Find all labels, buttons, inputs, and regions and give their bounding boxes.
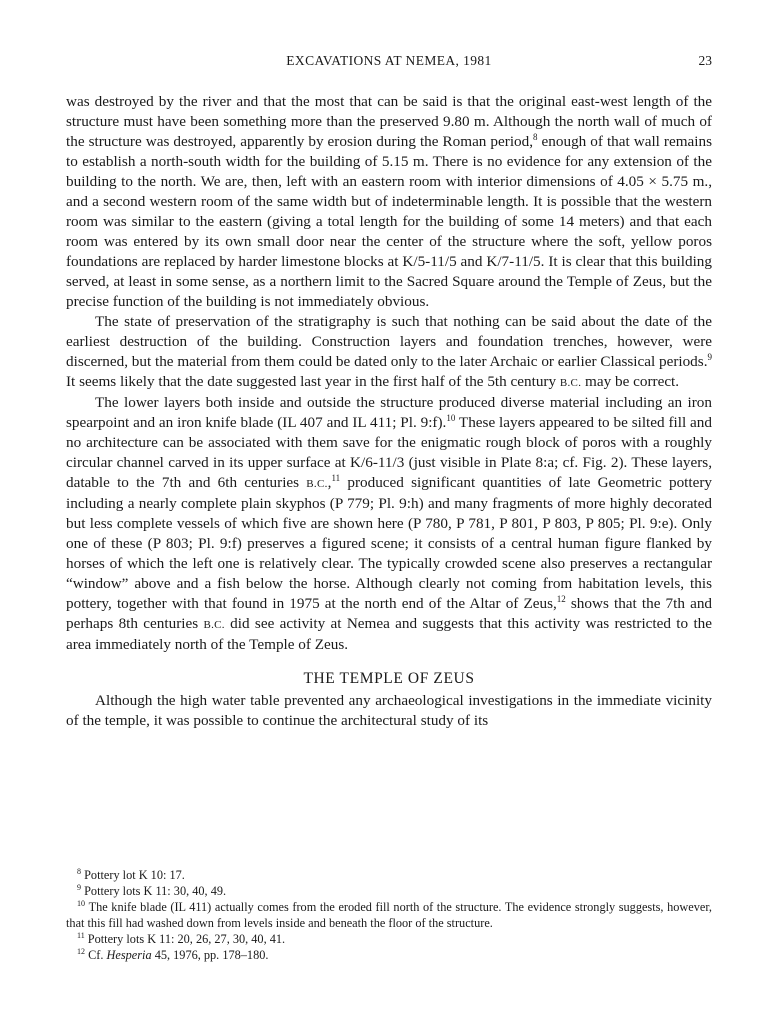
footnote-text: Pottery lot K 10: 17. bbox=[84, 868, 185, 882]
running-title: EXCAVATIONS AT NEMEA, 1981 bbox=[286, 53, 492, 68]
paragraph-text: , bbox=[327, 474, 332, 491]
footnotes bbox=[66, 867, 712, 963]
footnote-text: The knife blade (IL 411) actually comes from the eroded fill north of the structure. The evidence strongly suggests, however, that this fill had washed down from levels inside and beneath the floor of the structure. bbox=[66, 900, 712, 930]
footnote-ref-10: 10 bbox=[446, 413, 456, 423]
paragraph-text: did see activity at Nemea and suggests that this activity was restricted to the area immediately north of the Temple of Zeus. bbox=[66, 615, 712, 653]
footnote-12 bbox=[66, 947, 712, 963]
paragraph-text: The lower layers both inside and outside the structure produced diverse material including an iron spearpoint and an iron knife blade (IL 407 and IL 411; Pl. 9:f). bbox=[66, 394, 712, 431]
paragraph-text: These layers appeared to be silted fill and no architecture can be associated with them save for the enigmatic rough block of poros with a roughly circular channel carved in its upper surface at K/6-11/3 (just visible in Plate 8:a; cf. Fig. 2). These layers, datable to the 7th and 6th centuries bbox=[66, 414, 712, 491]
footnote-number: 9 bbox=[77, 883, 81, 892]
journal-title: Hesperia bbox=[106, 948, 152, 962]
paragraph-text: may be correct. bbox=[581, 373, 680, 390]
footnote-text: Pottery lots K 11: 20, 26, 27, 30, 40, 41. bbox=[87, 932, 286, 946]
era-abbrev: B.C. bbox=[306, 478, 328, 490]
footnote-text: 45, 1976, pp. 178–180. bbox=[151, 948, 269, 962]
paragraph-3 bbox=[66, 393, 712, 655]
paragraph-text: produced significant quantities of late Geometric pottery including a nearly complete plain skyphos (P 779; Pl. 9:h) and many fragments of more highly decorated but less complete vessels of which five are shown here (P 780, P 781, P 801, P 803, P 805; Pl. 9:e). Only one of these (P 803; Pl. 9:f) preserves a figured scene; it consists of a central human figure flanked by horses of which the left one is relatively clear. The typically crowded scene also preserves a rectangular “window” above and a fish below the horse. Although clearly not coming from habitation levels, this pottery, together with that found in 1975 at the north end of the Altar of Zeus, bbox=[66, 474, 713, 612]
footnote-number: 10 bbox=[77, 899, 85, 908]
paragraph-text: was destroyed by the river and that the most that can be said is that the original east-west length of the structure must have been something more than the preserved 9.80 m. Although the north wall of much of the structure was destroyed, apparently by erosion during the Roman period, bbox=[66, 93, 712, 150]
footnote-text: Pottery lots K 11: 30, 40, 49. bbox=[84, 884, 227, 898]
body-text bbox=[66, 92, 712, 731]
footnote-ref-12: 12 bbox=[556, 594, 566, 604]
era-abbrev: B.C. bbox=[203, 619, 225, 631]
paragraph-4: Although the high water table prevented any archaeological investigations in the immediate vicinity of the temple, it was possible to continue the architectural study of its bbox=[66, 692, 712, 729]
footnote-number: 8 bbox=[77, 867, 81, 876]
footnote-ref-9: 9 bbox=[707, 352, 712, 362]
footnote-text: Cf. bbox=[88, 948, 107, 962]
footnote-9 bbox=[66, 883, 712, 899]
paragraph-text: enough of that wall remains to establish a north-south width for the building of 5.15 m. There is no evidence for any extension of the building to the north. We are, then, left with an eastern room with interior dimensions of 4.05 × 5.75 m., and a second western room of the same width but of indeterminable length. It is possible that the western room was similar to the eastern (giving a total length for the building of some 14 meters) and that each room was entered by its own small door near the center of the structure where the soft, yellow poros foundations are replaced by harder limestone blocks at K/5-11/5 and K/7-11/5. It is clear that this building served, at least in some sense, as a northern limit to the Sacred Square around the Temple of Zeus, but the precise function of the building is not immediately obvious. bbox=[66, 133, 712, 310]
section-heading: THE TEMPLE OF ZEUS bbox=[303, 670, 475, 687]
footnote-8 bbox=[66, 867, 712, 883]
footnote-ref-8: 8 bbox=[533, 132, 538, 142]
era-abbrev: B.C. bbox=[559, 377, 582, 389]
footnote-11 bbox=[66, 931, 712, 947]
footnote-ref-11: 11 bbox=[331, 473, 341, 483]
paragraph-text: It seems likely that the date suggested last year in the first half of the 5th century bbox=[66, 373, 560, 390]
paragraph-text: The state of preservation of the stratigraphy is such that nothing can be said about the date of the earliest destruction of the building. Construction layers and foundation trenches, however, were discerned, but the material from them could be dated only to the later Archaic or earlier Classical periods. bbox=[66, 313, 712, 370]
footnote-10 bbox=[66, 899, 712, 931]
footnote-number: 12 bbox=[77, 947, 85, 956]
footnote-number: 11 bbox=[77, 931, 85, 940]
paragraph-2 bbox=[66, 312, 712, 393]
paragraph-1 bbox=[66, 92, 712, 312]
page-number: 23 bbox=[698, 53, 712, 68]
paragraph-text: shows that the 7th and perhaps 8th centuries bbox=[66, 595, 713, 632]
running-header bbox=[66, 53, 712, 73]
